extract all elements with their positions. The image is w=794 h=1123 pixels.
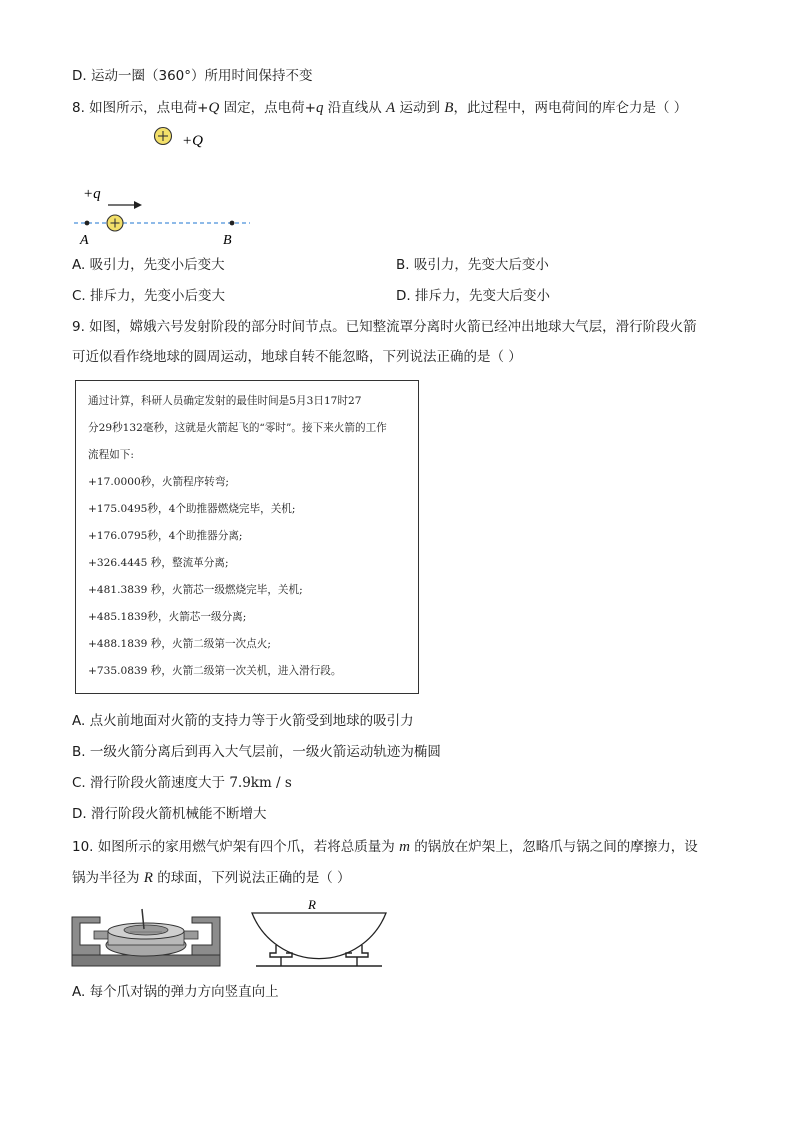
q8-option-b: B. 吸引力，先变大后变小 xyxy=(396,257,549,273)
q8-var-A: A xyxy=(386,100,396,116)
timeline-line: +326.4445 秒，整流革分离; xyxy=(88,557,229,569)
q9-option-c xyxy=(72,774,292,792)
timeline-line: +481.3839 秒，火箭芯一级燃烧完毕，关机; xyxy=(88,584,303,596)
q8-option-a: A. 吸引力，先变小后变大 xyxy=(72,257,225,273)
stove-claw xyxy=(184,931,198,939)
wok-on-stand-figure xyxy=(248,895,390,971)
timeline-line: +488.1839 秒，火箭二级第一次点火; xyxy=(88,638,271,650)
q10-stem-1-pre: 10. 如图所示的家用燃气炉架有四个爪，若将总质量为 xyxy=(72,839,400,855)
q8-var-q: q xyxy=(315,100,324,116)
stand-left xyxy=(270,945,292,957)
stove-base xyxy=(72,955,220,966)
timeline-line: +735.0839 秒，火箭二级第一次关机，进入滑行段。 xyxy=(88,665,342,677)
timeline-line: +175.0495秒，4个助推器燃烧完毕，关机; xyxy=(88,503,296,515)
q9-option-a: A. 点火前地面对火箭的支持力等于火箭受到地球的吸引力 xyxy=(72,713,414,729)
point-A xyxy=(85,221,90,226)
q8-stem xyxy=(72,99,687,117)
q8-stem-mid2: 沿直线从 xyxy=(323,100,387,116)
q10-stem-1-post: 的锅放在炉架上，忽略爪与锅之间的摩擦力，设 xyxy=(409,839,698,855)
q9-stem-line1: 9. 如图，嫦娥六号发射阶段的部分时间节点。已知整流罩分离时火箭已经冲出地球大气层，滑行阶段火箭 xyxy=(72,319,697,335)
label-R: R xyxy=(308,897,316,912)
q8-var-B: B xyxy=(444,100,454,116)
timeline-line: +176.0795秒，4个助推器分离; xyxy=(88,530,243,542)
q10-var-R: R xyxy=(143,870,153,886)
q9-option-c-text: C. 滑行阶段火箭速度大于 xyxy=(72,775,230,791)
q10-stem-line1 xyxy=(72,838,698,856)
q8-option-d: D. 排斥力，先变大后变小 xyxy=(396,288,550,304)
q8-stem-post: ，此过程中，两电荷间的库仑力是（ ） xyxy=(453,100,688,116)
q9-option-d: D. 滑行阶段火箭机械能不断增大 xyxy=(72,806,267,822)
fixed-charge-Q xyxy=(155,128,172,145)
q8-option-c: C. 排斥力，先变小后变大 xyxy=(72,288,226,304)
label-plus-Q: +Q xyxy=(182,133,203,149)
q8-var-Q: Q xyxy=(208,100,220,116)
point-B xyxy=(230,221,235,226)
timeline-line: 分29秒132毫秒，这就是火箭起飞的“零时”。接下来火箭的工作 xyxy=(88,422,387,434)
label-plus-q: +q xyxy=(83,186,101,202)
q8-stem-mid1: 固定，点电荷+ xyxy=(219,100,316,116)
label-A: A xyxy=(80,233,89,248)
velocity-arrow-icon xyxy=(108,201,142,209)
launch-timeline-box xyxy=(75,380,419,694)
label-B: B xyxy=(223,233,232,248)
q8-stem-mid3: 运动到 xyxy=(395,100,445,116)
timeline-line: +17.0000秒，火箭程序转弯; xyxy=(88,476,230,488)
stove-claw xyxy=(94,931,108,939)
timeline-line: +485.1839秒，火箭芯一级分离; xyxy=(88,611,247,623)
wok-outline xyxy=(252,913,386,959)
q10-option-a: A. 每个爪对锅的弹力方向竖直向上 xyxy=(72,984,279,1000)
q9-stem-line2: 可近似看作绕地球的圆周运动，地球自转不能忽略，下列说法正确的是（ ） xyxy=(72,349,522,365)
moving-charge-q xyxy=(107,215,123,231)
q10-stem-2-post: 的球面，下列说法正确的是（ ） xyxy=(152,870,351,886)
q8-charge-figure xyxy=(68,120,268,250)
stand-right xyxy=(346,945,368,957)
q8-stem-pre: 8. 如图所示，点电荷+ xyxy=(72,100,209,116)
burner-cap xyxy=(124,925,168,935)
timeline-line: 流程如下: xyxy=(88,449,134,461)
q10-stem-2-pre: 锅为半径为 xyxy=(72,870,144,886)
q9-option-c-value: 7.9km / s xyxy=(229,775,292,791)
timeline-line: 通过计算，科研人员确定发射的最佳时间是5月3日17时27 xyxy=(88,395,362,407)
gas-stove-figure xyxy=(70,905,240,969)
q7-option-d: D. 运动一圈（360°）所用时间保持不变 xyxy=(72,68,313,84)
q9-option-b: B. 一级火箭分离后到再入大气层前，一级火箭运动轨迹为椭圆 xyxy=(72,744,441,760)
q10-stem-line2 xyxy=(72,869,351,887)
q10-var-m: m xyxy=(399,839,410,855)
